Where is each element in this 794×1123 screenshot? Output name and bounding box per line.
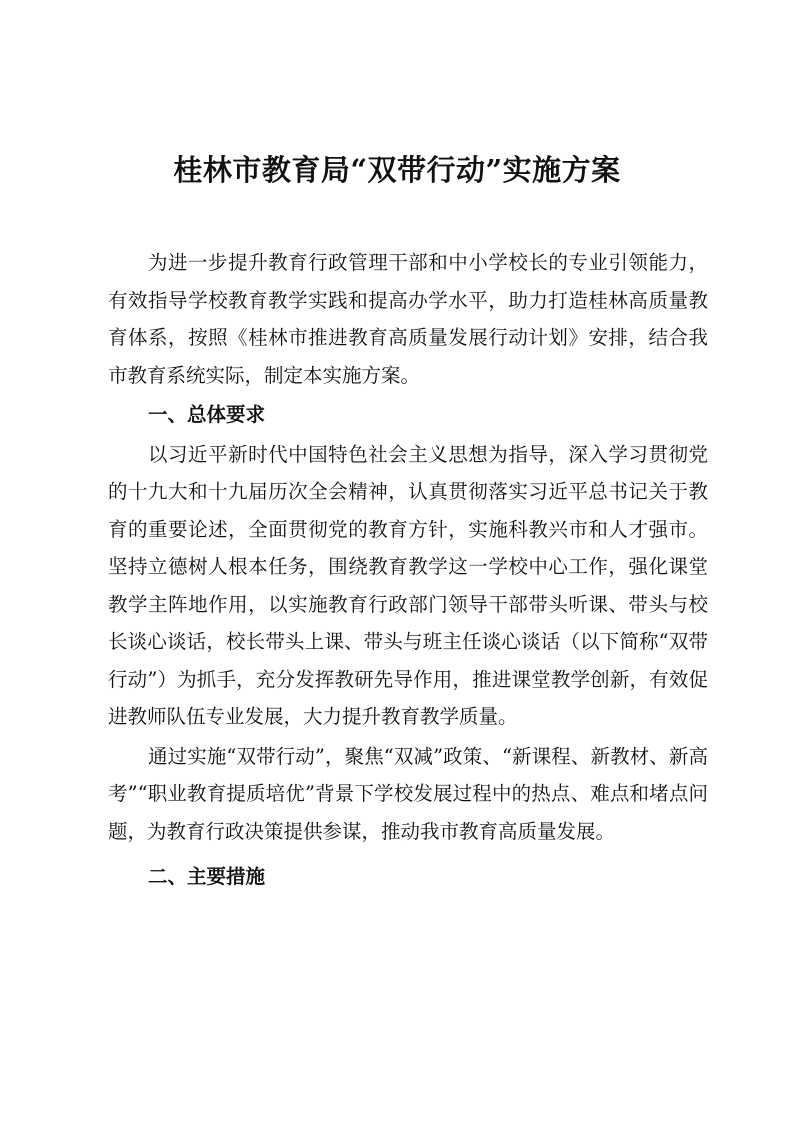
section-heading-main-measures: 二、主要措施 — [148, 865, 266, 888]
general-requirements-paragraph: 以习近平新时代中国特色社会主义思想为指导，深入学习贯彻党的十九大和十九届历次全会精神，认真贯彻落实习近平总书记关于教育的重要论述，全面贯彻党的教育方针，实施科教兴市和人才强市。坚持立德树人根本任务，围绕教育教学这一学校中心工作，强化课堂教学主阵地作用，以实施教育行政部门领导干部带头听课、带头与校长谈心谈话，校长带头上课、带头与班主任谈心谈话（以下简称“双带行动”）为抓手，充分发挥教研先导作用，推进课堂教学创新，有效促进教师队伍专业发展，大力提升教育教学质量。 — [108, 442, 708, 728]
double-action-goal-paragraph: 通过实施“双带行动”，聚焦“双减”政策、“新课程、新教材、新高考”“职业教育提质培优”背景下学校发展过程中的热点、难点和堵点问题，为教育行政决策提供参谋，推动我市教育高质量发展。 — [108, 744, 708, 843]
document-body — [108, 244, 708, 896]
document-title: 桂林市教育局“双带行动”实施方案 — [173, 153, 621, 187]
intro-paragraph: 为进一步提升教育行政管理干部和中小学校长的专业引领能力，有效指导学校教育教学实践和提高办学水平，助力打造桂林高质量教育体系，按照《桂林市推进教育高质量发展行动计划》安排，结合我市教育系统实际，制定本实施方案。 — [108, 251, 708, 387]
section-heading-general-requirements: 一、总体要求 — [148, 403, 266, 426]
